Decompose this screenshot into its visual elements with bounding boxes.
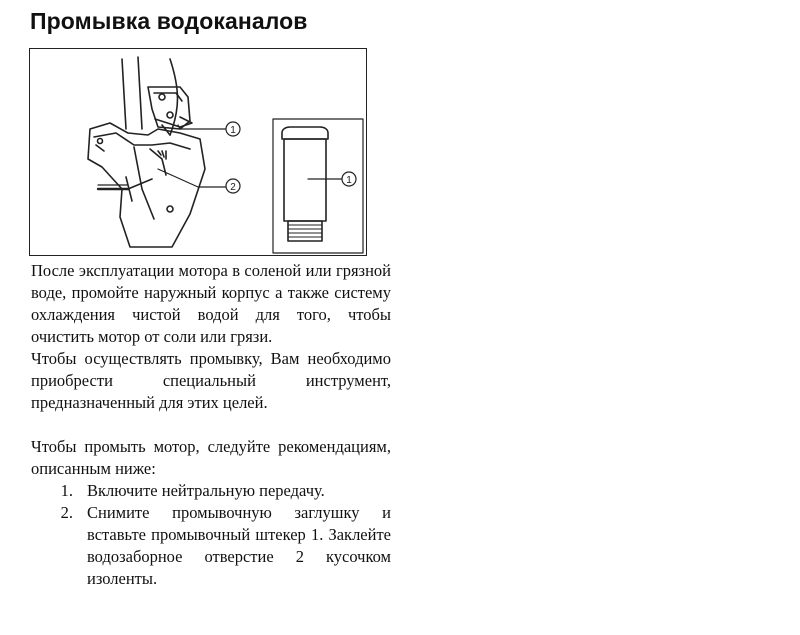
intro-paragraph-3: Чтобы промыть мотор, следуйте рекомендациям, описанным ниже: <box>31 437 391 478</box>
illustration-figure <box>29 48 367 256</box>
list-item <box>31 502 391 590</box>
instruction-text <box>31 260 391 590</box>
step-number: 2. <box>60 503 73 522</box>
list-item <box>31 480 391 502</box>
intro-paragraph-1: После эксплуатации мотора в соленой или грязной воде, промойте наружный корпус а также систему охлаждения чистой водой для того, чтобы очистить мотор от соли или грязи. <box>31 261 391 346</box>
callout-label-1: 1 <box>230 125 236 136</box>
motor-illustration <box>30 49 366 255</box>
callout-label-2: 2 <box>230 182 236 193</box>
step-number: 1. <box>60 481 73 500</box>
steps-list <box>31 480 391 590</box>
page-title: Промывка водоканалов <box>30 8 308 34</box>
intro-paragraph-2: Чтобы осуществлять промывку, Вам необходимо приобрести специальный инструмент, предназначенный для этих целей. <box>31 349 391 412</box>
step-text: Снимите промывочную заглушку и вставьте промывочный штекер 1. Заклейте водозаборное отверстие 2 кусочком изоленты. <box>87 503 391 588</box>
step-text: Включите нейтральную передачу. <box>87 481 325 500</box>
callout-label-plug-1: 1 <box>346 175 352 186</box>
